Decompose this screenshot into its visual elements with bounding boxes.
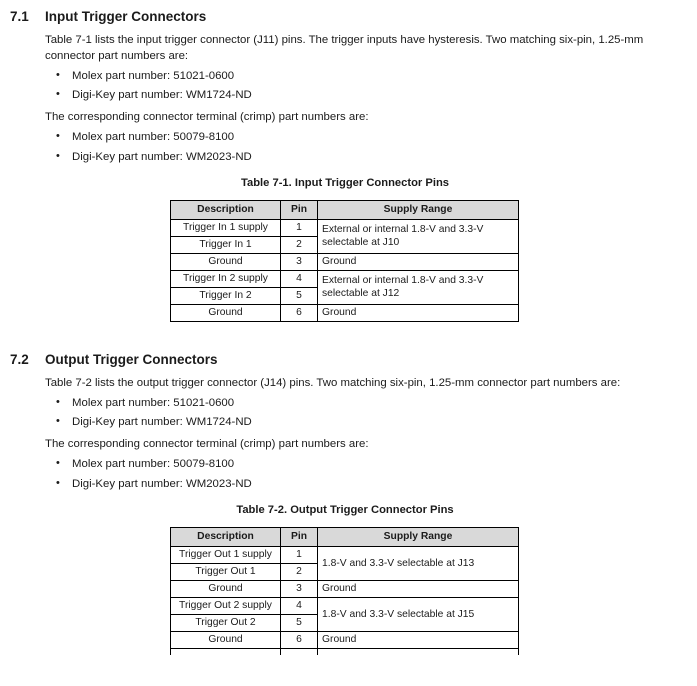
intro-paragraph: Table 7-1 lists the input trigger connector (J11) pins. The trigger inputs have hysteresis. Two matching six-pin, 1.25-mm connector part numbers are: — [45, 34, 644, 62]
table-row — [171, 219, 519, 236]
pin-cell: 5 — [281, 287, 318, 304]
pin-cell: 1 — [281, 219, 318, 236]
bullet-icon: • — [56, 476, 60, 489]
list-item-text: Digi-Key part number: WM2023-ND — [72, 477, 252, 490]
supply-range-cell: Ground — [318, 304, 519, 321]
supply-range-cell: 1.8-V and 3.3-V selectable at J15 — [318, 597, 519, 631]
connector-parts-list — [45, 396, 685, 431]
pin-cell: 2 — [281, 563, 318, 580]
column-header-pin: Pin — [281, 200, 318, 219]
list-item-text: Molex part number: 51021-0600 — [72, 69, 235, 82]
list-item-text: Digi-Key part number: WM2023-ND — [72, 150, 252, 163]
bullet-icon: • — [56, 395, 60, 408]
input-trigger-pins-table — [170, 200, 519, 322]
output-trigger-pins-table-block — [170, 504, 520, 656]
pin-cell: 4 — [281, 597, 318, 614]
list-item — [45, 130, 685, 145]
list-item — [45, 88, 685, 103]
table-header-row — [171, 527, 519, 546]
bullet-icon: • — [56, 415, 60, 427]
input-trigger-pins-table-block — [170, 177, 520, 322]
description-cell: Trigger In 2 supply — [171, 270, 281, 287]
section-number: 7.2 — [10, 351, 29, 367]
table-row — [171, 304, 519, 321]
list-item — [45, 69, 685, 84]
column-header-description: Description — [171, 200, 281, 219]
column-header-description: Description — [171, 527, 281, 546]
list-item — [45, 396, 685, 411]
section-heading — [10, 9, 685, 25]
table-caption: Table 7-1. Input Trigger Connector Pins — [240, 176, 450, 189]
description-cell: Ground — [171, 304, 281, 321]
section-body — [45, 33, 685, 165]
list-item-text: Digi-Key part number: WM1724-ND — [72, 416, 252, 428]
supply-range-cell: External or internal 1.8-V and 3.3-V selectable at J12 — [318, 270, 519, 304]
connector-parts-list — [45, 69, 685, 104]
pin-cell: 3 — [281, 253, 318, 270]
description-cell: Trigger Out 1 supply — [171, 546, 281, 563]
table-caption: Table 7-2. Output Trigger Connector Pins — [236, 503, 454, 516]
crimp-intro-paragraph: The corresponding connector terminal (crimp) part numbers are: — [45, 111, 369, 123]
pin-cell: 1 — [281, 546, 318, 563]
supply-range-cell: Ground — [318, 580, 519, 597]
pin-cell: 4 — [281, 270, 318, 287]
description-cell: Ground — [171, 631, 281, 648]
pin-cell: 5 — [281, 614, 318, 631]
description-cell: Trigger Out 2 supply — [171, 597, 281, 614]
pin-cell: 6 — [281, 304, 318, 321]
section-body — [45, 376, 685, 492]
list-item-text: Molex part number: 50079-8100 — [72, 458, 235, 470]
description-cell: Ground — [171, 253, 281, 270]
description-cell: Trigger Out 2 — [171, 614, 281, 631]
output-trigger-pins-table — [170, 527, 519, 656]
section-number: 7.1 — [10, 9, 29, 24]
table-row — [171, 253, 519, 270]
supply-range-cell: Ground — [318, 631, 519, 648]
pin-cell: 3 — [281, 580, 318, 597]
table-row — [171, 270, 519, 287]
pin-cell: 6 — [281, 631, 318, 648]
table-row-partial-cutoff — [171, 648, 519, 655]
pin-cell: 2 — [281, 236, 318, 253]
list-item — [45, 415, 685, 430]
supply-range-cell: 1.8-V and 3.3-V selectable at J13 — [318, 546, 519, 580]
list-item — [45, 457, 685, 472]
supply-range-cell — [318, 648, 519, 655]
description-cell: Trigger In 1 supply — [171, 219, 281, 236]
description-cell: Ground — [171, 580, 281, 597]
intro-paragraph: Table 7-2 lists the output trigger connector (J14) pins. Two matching six-pin, 1.25-mm connector part numbers are: — [45, 376, 621, 389]
section-heading — [10, 352, 685, 368]
column-header-supply-range: Supply Range — [318, 200, 519, 219]
bullet-icon: • — [56, 88, 60, 100]
bullet-icon: • — [56, 149, 60, 162]
description-cell: Trigger In 1 — [171, 236, 281, 253]
description-cell — [171, 648, 281, 655]
section-title: Input Trigger Connectors — [45, 9, 207, 24]
bullet-icon: • — [56, 130, 60, 142]
bullet-icon: • — [56, 68, 60, 81]
section-output-trigger-connectors — [10, 352, 685, 656]
column-header-pin: Pin — [281, 527, 318, 546]
section-input-trigger-connectors — [10, 9, 685, 322]
table-row — [171, 631, 519, 648]
crimp-intro-paragraph: The corresponding connector terminal (crimp) part numbers are: — [45, 438, 369, 450]
list-item-text: Molex part number: 51021-0600 — [72, 396, 235, 409]
section-title: Output Trigger Connectors — [45, 351, 218, 367]
bullet-icon: • — [56, 457, 60, 469]
crimp-parts-list — [45, 130, 685, 165]
crimp-parts-list — [45, 457, 685, 492]
description-cell: Trigger Out 1 — [171, 563, 281, 580]
pin-cell — [281, 648, 318, 655]
table-row — [171, 546, 519, 563]
supply-range-cell: External or internal 1.8-V and 3.3-V selectable at J10 — [318, 219, 519, 253]
supply-range-cell: Ground — [318, 253, 519, 270]
table-header-row — [171, 200, 519, 219]
table-row — [171, 580, 519, 597]
description-cell: Trigger In 2 — [171, 287, 281, 304]
list-item — [45, 477, 685, 492]
table-row — [171, 597, 519, 614]
column-header-supply-range: Supply Range — [318, 527, 519, 546]
list-item — [45, 150, 685, 165]
list-item-text: Molex part number: 50079-8100 — [72, 131, 235, 143]
list-item-text: Digi-Key part number: WM1724-ND — [72, 89, 252, 101]
